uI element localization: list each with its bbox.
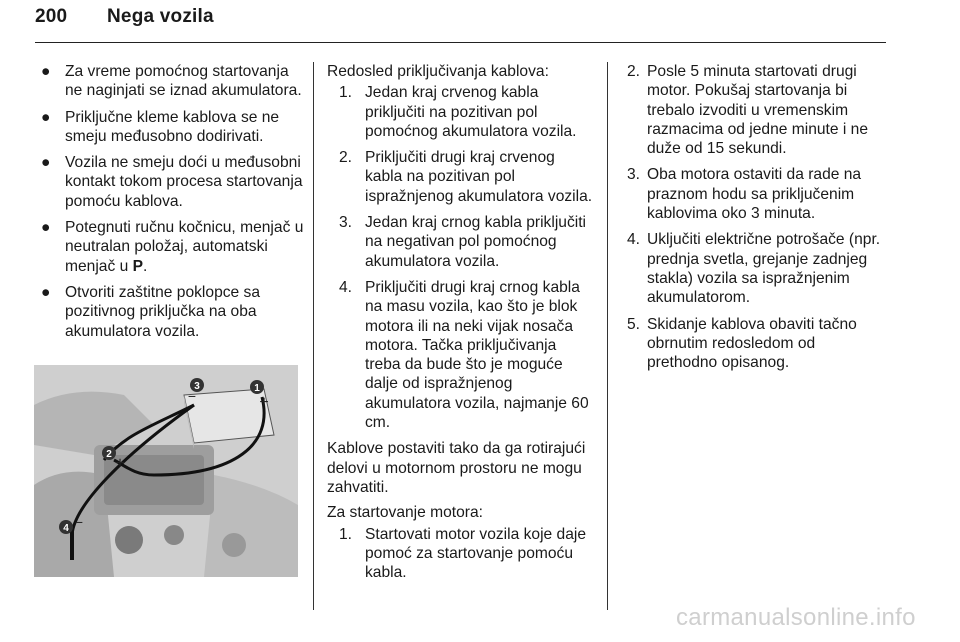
bullet-icon: ● (41, 283, 51, 301)
plus-sign: + (115, 455, 125, 472)
bullet-item: ● Potegnuti ručnu kočnicu, menjač u neutralan položaj, automatski menjač u P. (41, 219, 304, 275)
list-item: 3. Jedan kraj crnog kabla priključiti na negativan pol pomoćnog akumulatora vozila. (339, 214, 587, 270)
section-heading: Redosled priključivanja kablova: (327, 63, 549, 80)
column-1 (34, 62, 304, 348)
bullet-item: ● Otvoriti zaštitne poklopce sa pozitivnog priključka na oba akumulatora vozila. (41, 283, 261, 340)
bullet-item: ● Za vreme pomoćnog startovanja ne naginjati se iznad akumulatora. (41, 63, 302, 100)
column-divider (313, 62, 314, 610)
list-item: 2. Posle 5 minuta startovati drugi motor. Pokušaj startovanja bi trebalo izvoditi u vremenskim razmacima od jedne minute i ne duže od 15 sekundi. (627, 63, 869, 158)
plus-sign: + (259, 394, 269, 411)
jump-start-illustration (34, 365, 298, 577)
list-item: 2. Priključiti drugi kraj crvenog kabla na pozitivan pol ispražnjenog akumulatora vozila. (339, 149, 593, 205)
callout-2: 2 (106, 449, 112, 460)
minus-sign: − (187, 388, 197, 404)
paragraph: Kablove postaviti tako da ga rotirajući delovi u motornom prostoru ne mogu zahvatiti. (327, 440, 586, 496)
list-item: 1. Startovati motor vozila koje daje pomoć za startovanje pomoću kabla. (339, 525, 587, 582)
engine-bay-drawing (34, 365, 298, 577)
page-title: Nega vozila (107, 6, 214, 27)
bullet-icon: ● (41, 108, 51, 126)
column-divider (607, 62, 608, 610)
watermark: carmanualsonline.info (676, 604, 916, 631)
list-item: 4. Priključiti drugi kraj crnog kabla na masu vozila, kao što je blok motora ili na neki vijak nosača motora. Tačka priključivanja treba da bude što je moguće dalje od ispražnjenog akumulatora vozila, najmanje 60 cm. (339, 278, 589, 432)
minus-sign: − (74, 514, 84, 530)
bullet-icon: ● (41, 154, 51, 172)
bullet-item: ● Vozila ne smeju doći u međusobni kontakt tokom procesa startovanja pomoću kablova. (41, 154, 303, 210)
header-rule (35, 42, 886, 43)
callout-4: 4 (63, 523, 69, 534)
bullet-item: ● Priključne kleme kablova se ne smeju međusobno dodirivati. (41, 108, 280, 145)
page-number: 200 (35, 6, 68, 27)
callout-1: 1 (254, 383, 260, 394)
bullet-icon: ● (41, 63, 51, 80)
column-2 (327, 62, 595, 589)
list-item: 3. Oba motora ostaviti da rade na praznom hodu sa priključenim kablovima oko 3 minuta. (627, 166, 862, 223)
paragraph: Za startovanje motora: (327, 504, 484, 522)
bullet-icon: ● (41, 219, 51, 237)
callout-3: 3 (194, 381, 200, 392)
list-item: 1. Jedan kraj crvenog kabla priključiti na pozitivan pol pomoćnog akumulatora vozila. (339, 84, 577, 140)
page-header (35, 6, 214, 28)
list-item: 5. Skidanje kablova obaviti tačno obrnutim redosledom od prethodno opisanog. (627, 315, 857, 372)
list-item: 4. Uključiti električne potrošače (npr. prednja svetla, grejanje zadnjeg stakla) vozila sa ispražnjenim akumulatorom. (627, 231, 881, 307)
column-3 (627, 62, 889, 379)
